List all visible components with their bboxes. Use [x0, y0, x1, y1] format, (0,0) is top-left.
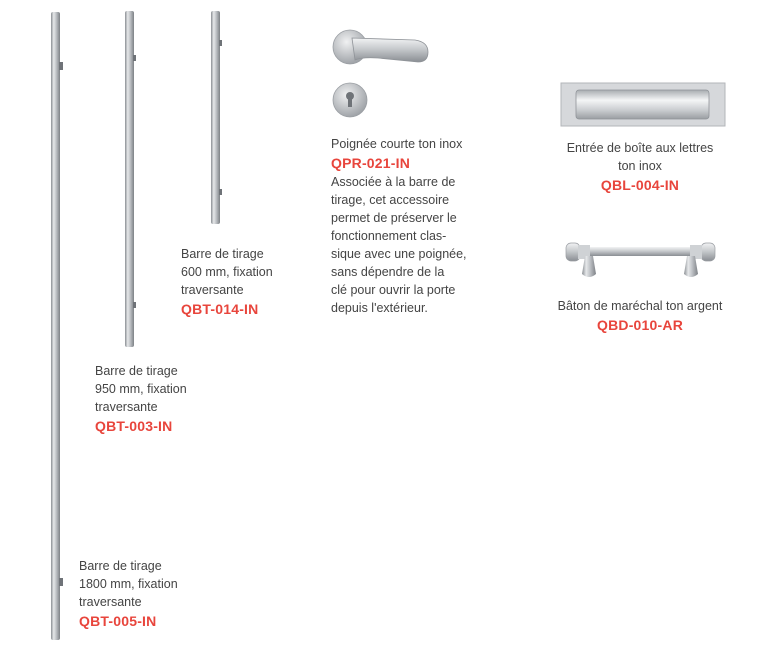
pull-bar-950mm-image — [125, 11, 136, 347]
product-code: QBL-004-IN — [600, 177, 680, 193]
lever-handle-image — [333, 30, 428, 117]
product-bar-1800 — [79, 557, 178, 631]
product-description: Entrée de boîte aux lettres ton inox — [566, 141, 714, 173]
product-description: Barre de tirage 600 mm, fixation traversante — [181, 247, 273, 297]
product-description: Associée à la barre de tirage, cet accessoire permet de préserver le fonctionnement clas- sique avec une poignée, sans dépendre de la clé pour ouvrir la porte depuis l'extérieur. — [331, 175, 467, 315]
product-code: QBT-003-IN — [95, 418, 173, 434]
product-bar-600 — [181, 245, 273, 319]
product-bar-950 — [95, 362, 187, 436]
product-code: QBT-005-IN — [79, 613, 157, 629]
product-description: Barre de tirage 1800 mm, fixation traversante — [79, 559, 178, 609]
product-title: Poignée courte ton inox — [331, 137, 463, 151]
product-marshal-bar — [545, 297, 735, 335]
pull-bar-1800mm-image — [51, 12, 63, 640]
marshal-baton-image — [566, 243, 715, 277]
product-code: QBD-010-AR — [596, 317, 683, 333]
product-description: Barre de tirage 950 mm, fixation traversante — [95, 364, 187, 414]
product-code: QBT-014-IN — [181, 301, 259, 317]
product-description: Bâton de maréchal ton argent — [557, 299, 723, 313]
product-code: QPR-021-IN — [331, 155, 411, 171]
letterbox-plate-image — [561, 83, 725, 126]
pull-bar-600mm-image — [211, 11, 222, 224]
product-letterbox — [545, 139, 735, 195]
product-short-handle — [331, 135, 467, 317]
